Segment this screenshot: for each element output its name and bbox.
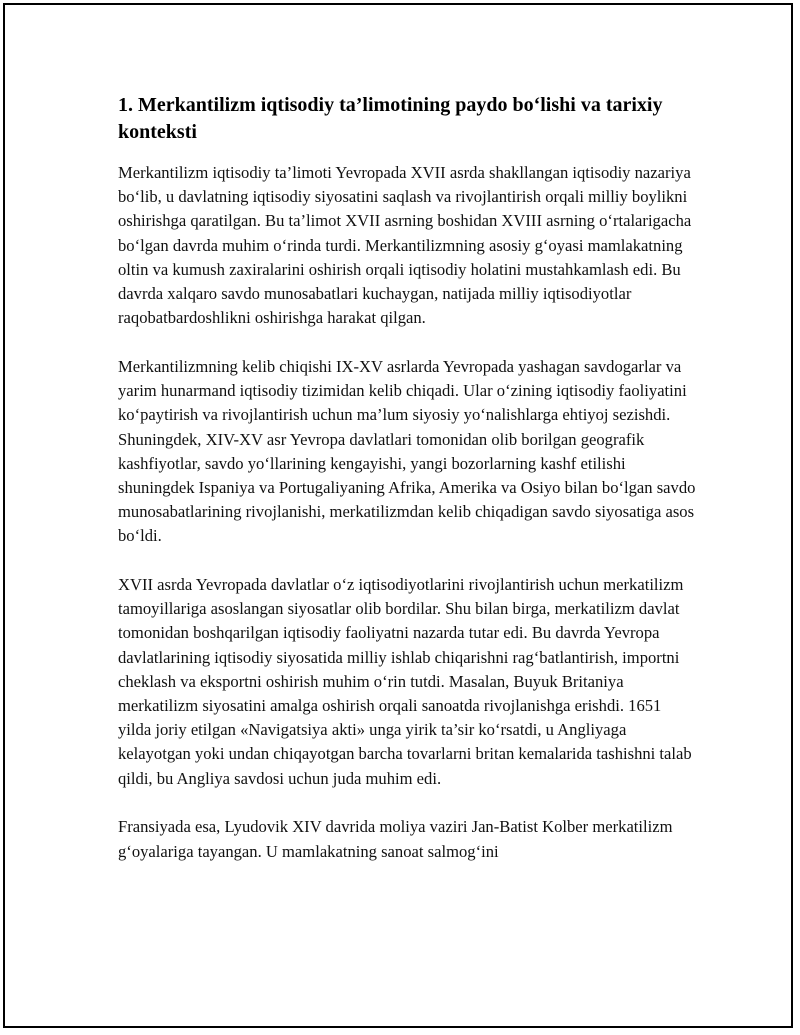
- paragraph-4: Fransiyada esa, Lyudovik XIV davrida moliya vaziri Jan-Batist Kolber merkatilizm g‘oyalariga tayangan. U mamlakatning sanoat salmog‘ini: [118, 817, 673, 861]
- section-heading: 1. Merkantilizm iqtisodiy ta’limotining paydo bo‘lishi va tarixiy konteksti: [118, 94, 663, 143]
- document-body: [118, 92, 698, 888]
- paragraph-1: Merkantilizm iqtisodiy ta’limoti Yevropada XVII asrda shakllangan iqtisodiy nazariya bo‘lib, u davlatning iqtisodiy siyosatini saqlash va rivojlantirish orqali milliy boylikni oshirishga qaratilgan. Bu ta’limot XVII asrning boshidan XVIII asrning o‘rtalarigacha bo‘lgan davrda muhim o‘rinda turdi. Merkantilizmning asosiy g‘oyasi mamlakatning oltin va kumush zaxiralarini oshirish orqali iqtisodiy holatini mustahkamlash edi. Bu davrda xalqaro savdo munosabatlari kuchaygan, natijada milliy iqtisodiyotlar raqobatbardoshlikni oshirishga harakat qilgan.: [118, 163, 692, 328]
- paragraph-2: Merkantilizmning kelib chiqishi IX-XV asrlarda Yevropada yashagan savdogarlar va yarim hunarmand iqtisodiy tizimidan kelib chiqadi. Ular o‘zining iqtisodiy faoliyatini ko‘paytirish va rivojlantirish uchun ma’lum siyosiy yo‘nalishlarga ehtiyoj sezishdi. Shuningdek, XIV-XV asr Yevropa davlatlari tomonidan olib borilgan geografik kashfiyotlar, savdo yo‘llarining kengayishi, yangi bozorlarning kashf etilishi shuningdek Ispaniya va Portugaliyaning Afrika, Amerika va Osiyo bilan bo‘lgan savdo munosabatlarining rivojlanishi, merkatilizmdan kelib chiqadigan savdo siyosatiga asos bo‘ldi.: [118, 356, 696, 546]
- paragraph-3: XVII asrda Yevropada davlatlar o‘z iqtisodiyotlarini rivojlantirish uchun merkatilizm tamoyillariga asoslangan siyosatlar olib bordilar. Shu bilan birga, merkatilizm davlat tomonidan boshqarilgan iqtisodiy faoliyatni nazarda tutar edi. Bu davrda Yevropa davlatlarining iqtisodiy siyosatida milliy ishlab chiqarishni rag‘batlantirish, importni cheklash va eksportni oshirish muhim o‘rin tutdi. Masalan, Buyuk Britaniya merkatilizm siyosatini amalga oshirish orqali sanoatda rivojlanishga erishdi. 1651 yilda joriy etilgan «Navigatsiya akti» unga yirik ta’sir ko‘rsatdi, u Angliyaga kelayotgan yoki undan chiqayotgan barcha tovarlarni britan kemalarida tashishni talab qildi, bu Angliya savdosi uchun juda muhim edi.: [118, 575, 692, 788]
